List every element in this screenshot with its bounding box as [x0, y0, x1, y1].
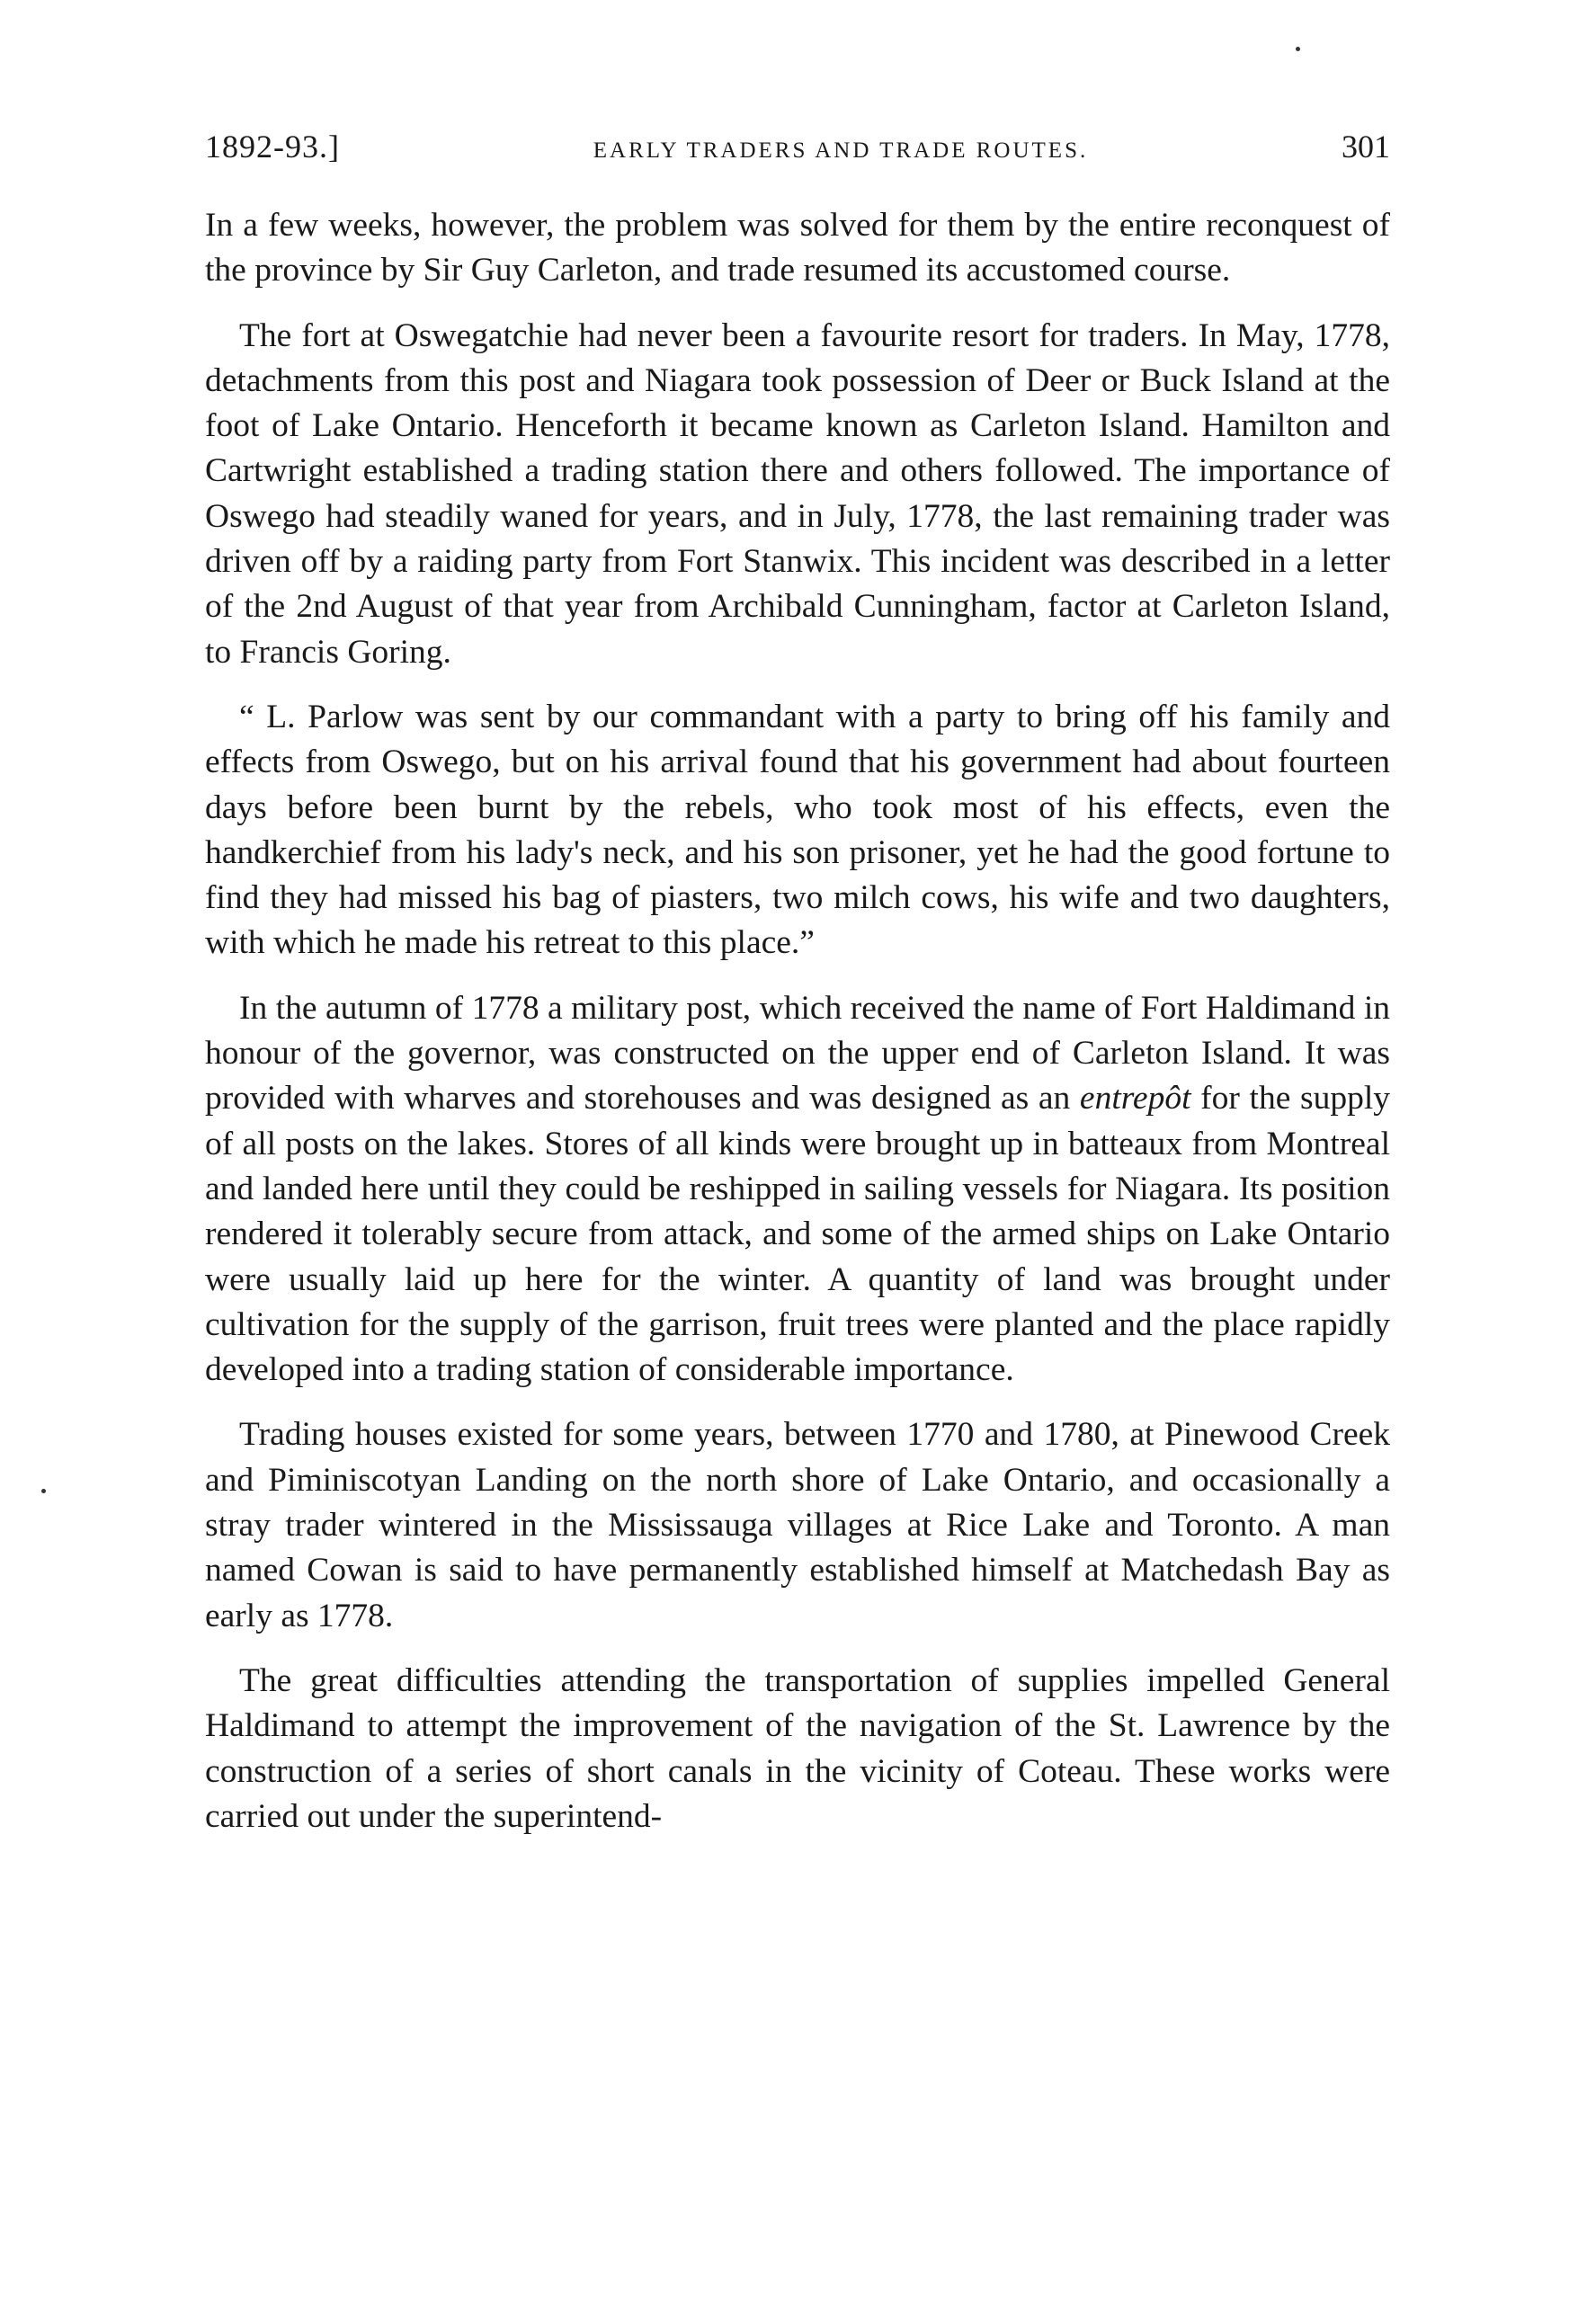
page-number: 301 [1342, 129, 1390, 165]
paragraph-4 [205, 986, 1390, 1394]
paragraph-4-part-2: for the supply of all posts on the lakes. Stores of all kinds were brought up in batteaux from Montreal and landed here until they could be reshipped in sailing vessels for Niagara. Its position rendered it tolerably secure from attack, and some of the armed ships on Lake Ontario were usually laid up here for the winter. A quantity of land was brought under cultivation for the supply of the garrison, fruit trees were planted and the place rapidly developed into a trading station of considerable importance. [205, 1080, 1390, 1389]
quoted-letter-paragraph: “ L. Parlow was sent by our commandant with a party to bring off his family and effects from Oswego, but on his arrival found that his government had about fourteen days before been burnt by the rebels, who took most of his effects, even the handkerchief from his lady's neck, and his son prisoner, yet he had the good fortune to find they had missed his bag of piasters, two milch cows, his wife and two daughters, with which he made his retreat to this place.” [205, 698, 1390, 962]
body-text [205, 203, 1390, 1859]
running-title: EARLY TRADERS AND TRADE ROUTES. [593, 138, 1089, 163]
paragraph-2: The fort at Oswegatchie had never been a favourite resort for traders. In May, 1778, detachments from this post and Niagara took possession of Deer or Buck Island at the foot of Lake Ontario. Henceforth it became known as Carleton Island. Hamilton and Cartwright established a trading station there and others followed. The importance of Oswego had steadily waned for years, and in July, 1778, the last remaining trader was driven off by a raiding party from Fort Stanwix. This incident was described in a letter of the 2nd August of that year from Archibald Cunningham, factor at Carleton Island, to Francis Goring. [205, 316, 1390, 671]
print-speck [1296, 47, 1300, 51]
paragraph-4-part-1: In the autumn of 1778 a military post, which received the name of Fort Haldimand in honour of the governor, was constructed on the upper end of Carleton Island. It was provided with wharves and storehouses and was designed as an [205, 989, 1390, 1117]
paragraph-6: The great difficulties attending the transportation of supplies impelled General Haldimand to attempt the improvement of the navigation of the St. Lawrence by the construction of a series of short canals in the vicinity of Coteau. These works were carried out under the superintend- [205, 1661, 1390, 1835]
running-head [205, 128, 1390, 182]
paragraph-1: In a few weeks, however, the problem was solved for them by the entire reconquest of the province by Sir Guy Carleton, and trade resumed its accustomed course. [205, 207, 1390, 289]
paragraph-5: Trading houses existed for some years, between 1770 and 1780, at Pinewood Creek and Piminiscotyan Landing on the north shore of Lake Ontario, and occasionally a stray trader wintered in the Mississauga villages at Rice Lake and Toronto. A man named Cowan is said to have permanently established himself at Matchedash Bay as early as 1778. [205, 1416, 1390, 1634]
italic-term-entrepot: entrepôt [1079, 1080, 1191, 1117]
volume-years: 1892-93.] [205, 129, 340, 165]
print-speck [41, 1489, 46, 1493]
